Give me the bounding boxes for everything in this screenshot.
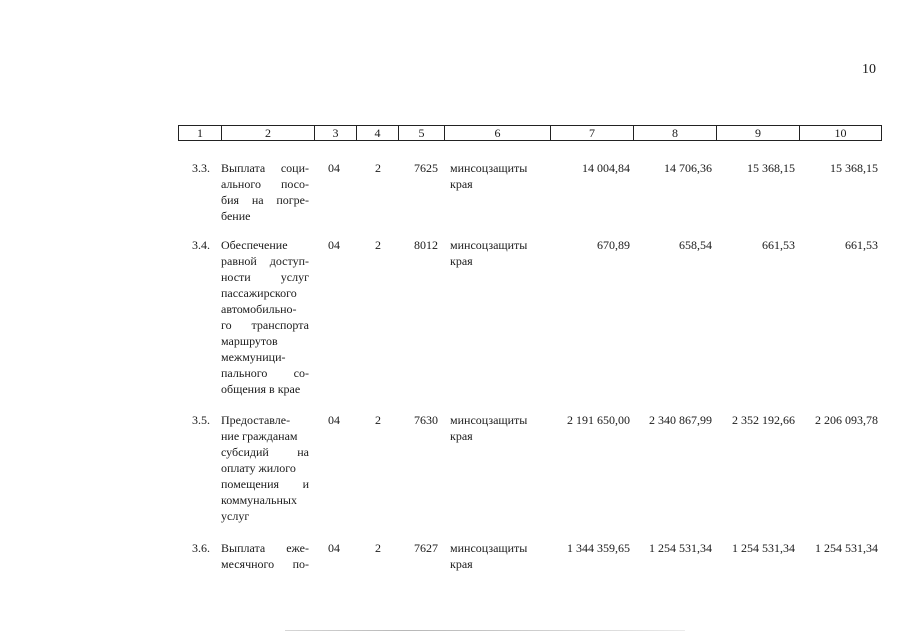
row-col-3: 04: [328, 541, 340, 555]
header-cell-9: 9: [716, 126, 799, 140]
row-name-line: межмуници-: [221, 350, 286, 364]
row-col-3: 04: [328, 413, 340, 427]
row-col-5: 7630: [414, 413, 438, 427]
table-header: [178, 125, 882, 141]
header-cell-4: 4: [356, 126, 398, 140]
row-col-8: 1 254 531,34: [649, 541, 712, 555]
row-col-6: [450, 237, 550, 269]
row-col-4: 2: [375, 161, 381, 175]
header-cell-7: 7: [550, 126, 633, 140]
row-name-line: месячного по-: [221, 557, 309, 571]
row-col-8: 14 706,36: [664, 161, 712, 175]
row-col-9: 2 352 192,66: [732, 413, 795, 427]
row-col-7: 14 004,84: [582, 161, 630, 175]
row-col-10: 661,53: [845, 238, 878, 252]
row-col-7: 1 344 359,65: [567, 541, 630, 555]
row-col-4: 2: [375, 541, 381, 555]
row-name-line: бение: [221, 209, 251, 223]
row-col-5: 7625: [414, 161, 438, 175]
row-name-line: пассажирского: [221, 286, 297, 300]
row-col-7: 670,89: [597, 238, 630, 252]
row-name-line: бия на погре-: [221, 193, 309, 207]
row-name-line: равной доступ-: [221, 254, 309, 268]
row-col-10: 15 368,15: [830, 161, 878, 175]
row-col-5: 7627: [414, 541, 438, 555]
row-name-line: субсидий на: [221, 445, 309, 459]
header-cell-6: 6: [444, 126, 550, 140]
row-name: [221, 412, 309, 524]
row-col-6-line: края: [450, 429, 473, 443]
row-name-line: Выплата еже-: [221, 541, 309, 555]
header-cell-2: 2: [221, 126, 314, 140]
page-number: 10: [862, 62, 876, 77]
row-name-line: услуг: [221, 509, 250, 523]
row-col-5: 8012: [414, 238, 438, 252]
header-cell-10: 10: [799, 126, 881, 140]
row-name-line: Предоставле-: [221, 413, 291, 427]
row-col-6-line: минсоцзащиты: [450, 541, 528, 555]
scan-artifact-line: [285, 630, 685, 631]
row-number: 3.6.: [192, 541, 210, 555]
row-name-line: ального посо-: [221, 177, 309, 191]
row-col-9: 15 368,15: [747, 161, 795, 175]
row-name-line: Обеспечение: [221, 238, 288, 252]
row-name-line: оплату жилого: [221, 461, 296, 475]
row-number: 3.4.: [192, 238, 210, 252]
row-col-3: 04: [328, 161, 340, 175]
row-col-6-line: края: [450, 557, 473, 571]
row-name-line: пального со-: [221, 366, 309, 380]
row-col-6-line: минсоцзащиты: [450, 161, 528, 175]
header-cell-1: 1: [197, 126, 203, 140]
row-col-10: 2 206 093,78: [815, 413, 878, 427]
header-cell-3: 3: [314, 126, 356, 140]
row-name-line: коммунальных: [221, 493, 297, 507]
row-col-9: 1 254 531,34: [732, 541, 795, 555]
row-col-6-line: минсоцзащиты: [450, 413, 528, 427]
header-cell-5: 5: [398, 126, 444, 140]
row-name-line: общения в крае: [221, 382, 301, 396]
row-name-line: автомобильно-: [221, 302, 297, 316]
row-number: 3.5.: [192, 413, 210, 427]
row-col-6: [450, 160, 550, 192]
row-col-6-line: края: [450, 177, 473, 191]
row-name: [221, 540, 309, 572]
row-col-6: [450, 540, 550, 572]
row-col-6: [450, 412, 550, 444]
row-col-9: 661,53: [762, 238, 795, 252]
row-col-3: 04: [328, 238, 340, 252]
row-col-4: 2: [375, 413, 381, 427]
row-name-line: маршрутов: [221, 334, 278, 348]
row-name: [221, 160, 309, 224]
row-col-4: 2: [375, 238, 381, 252]
row-name: [221, 237, 309, 397]
row-col-6-line: минсоцзащиты: [450, 238, 528, 252]
row-col-6-line: края: [450, 254, 473, 268]
header-cell-8: 8: [633, 126, 716, 140]
row-col-10: 1 254 531,34: [815, 541, 878, 555]
row-col-8: 2 340 867,99: [649, 413, 712, 427]
row-name-line: Выплата соци-: [221, 161, 309, 175]
row-number: 3.3.: [192, 161, 210, 175]
row-name-line: ности услуг: [221, 270, 309, 284]
row-name-line: помещения и: [221, 477, 309, 491]
row-name-line: го транспорта: [221, 318, 309, 332]
row-name-line: ние гражданам: [221, 429, 298, 443]
row-col-7: 2 191 650,00: [567, 413, 630, 427]
row-col-8: 658,54: [679, 238, 712, 252]
